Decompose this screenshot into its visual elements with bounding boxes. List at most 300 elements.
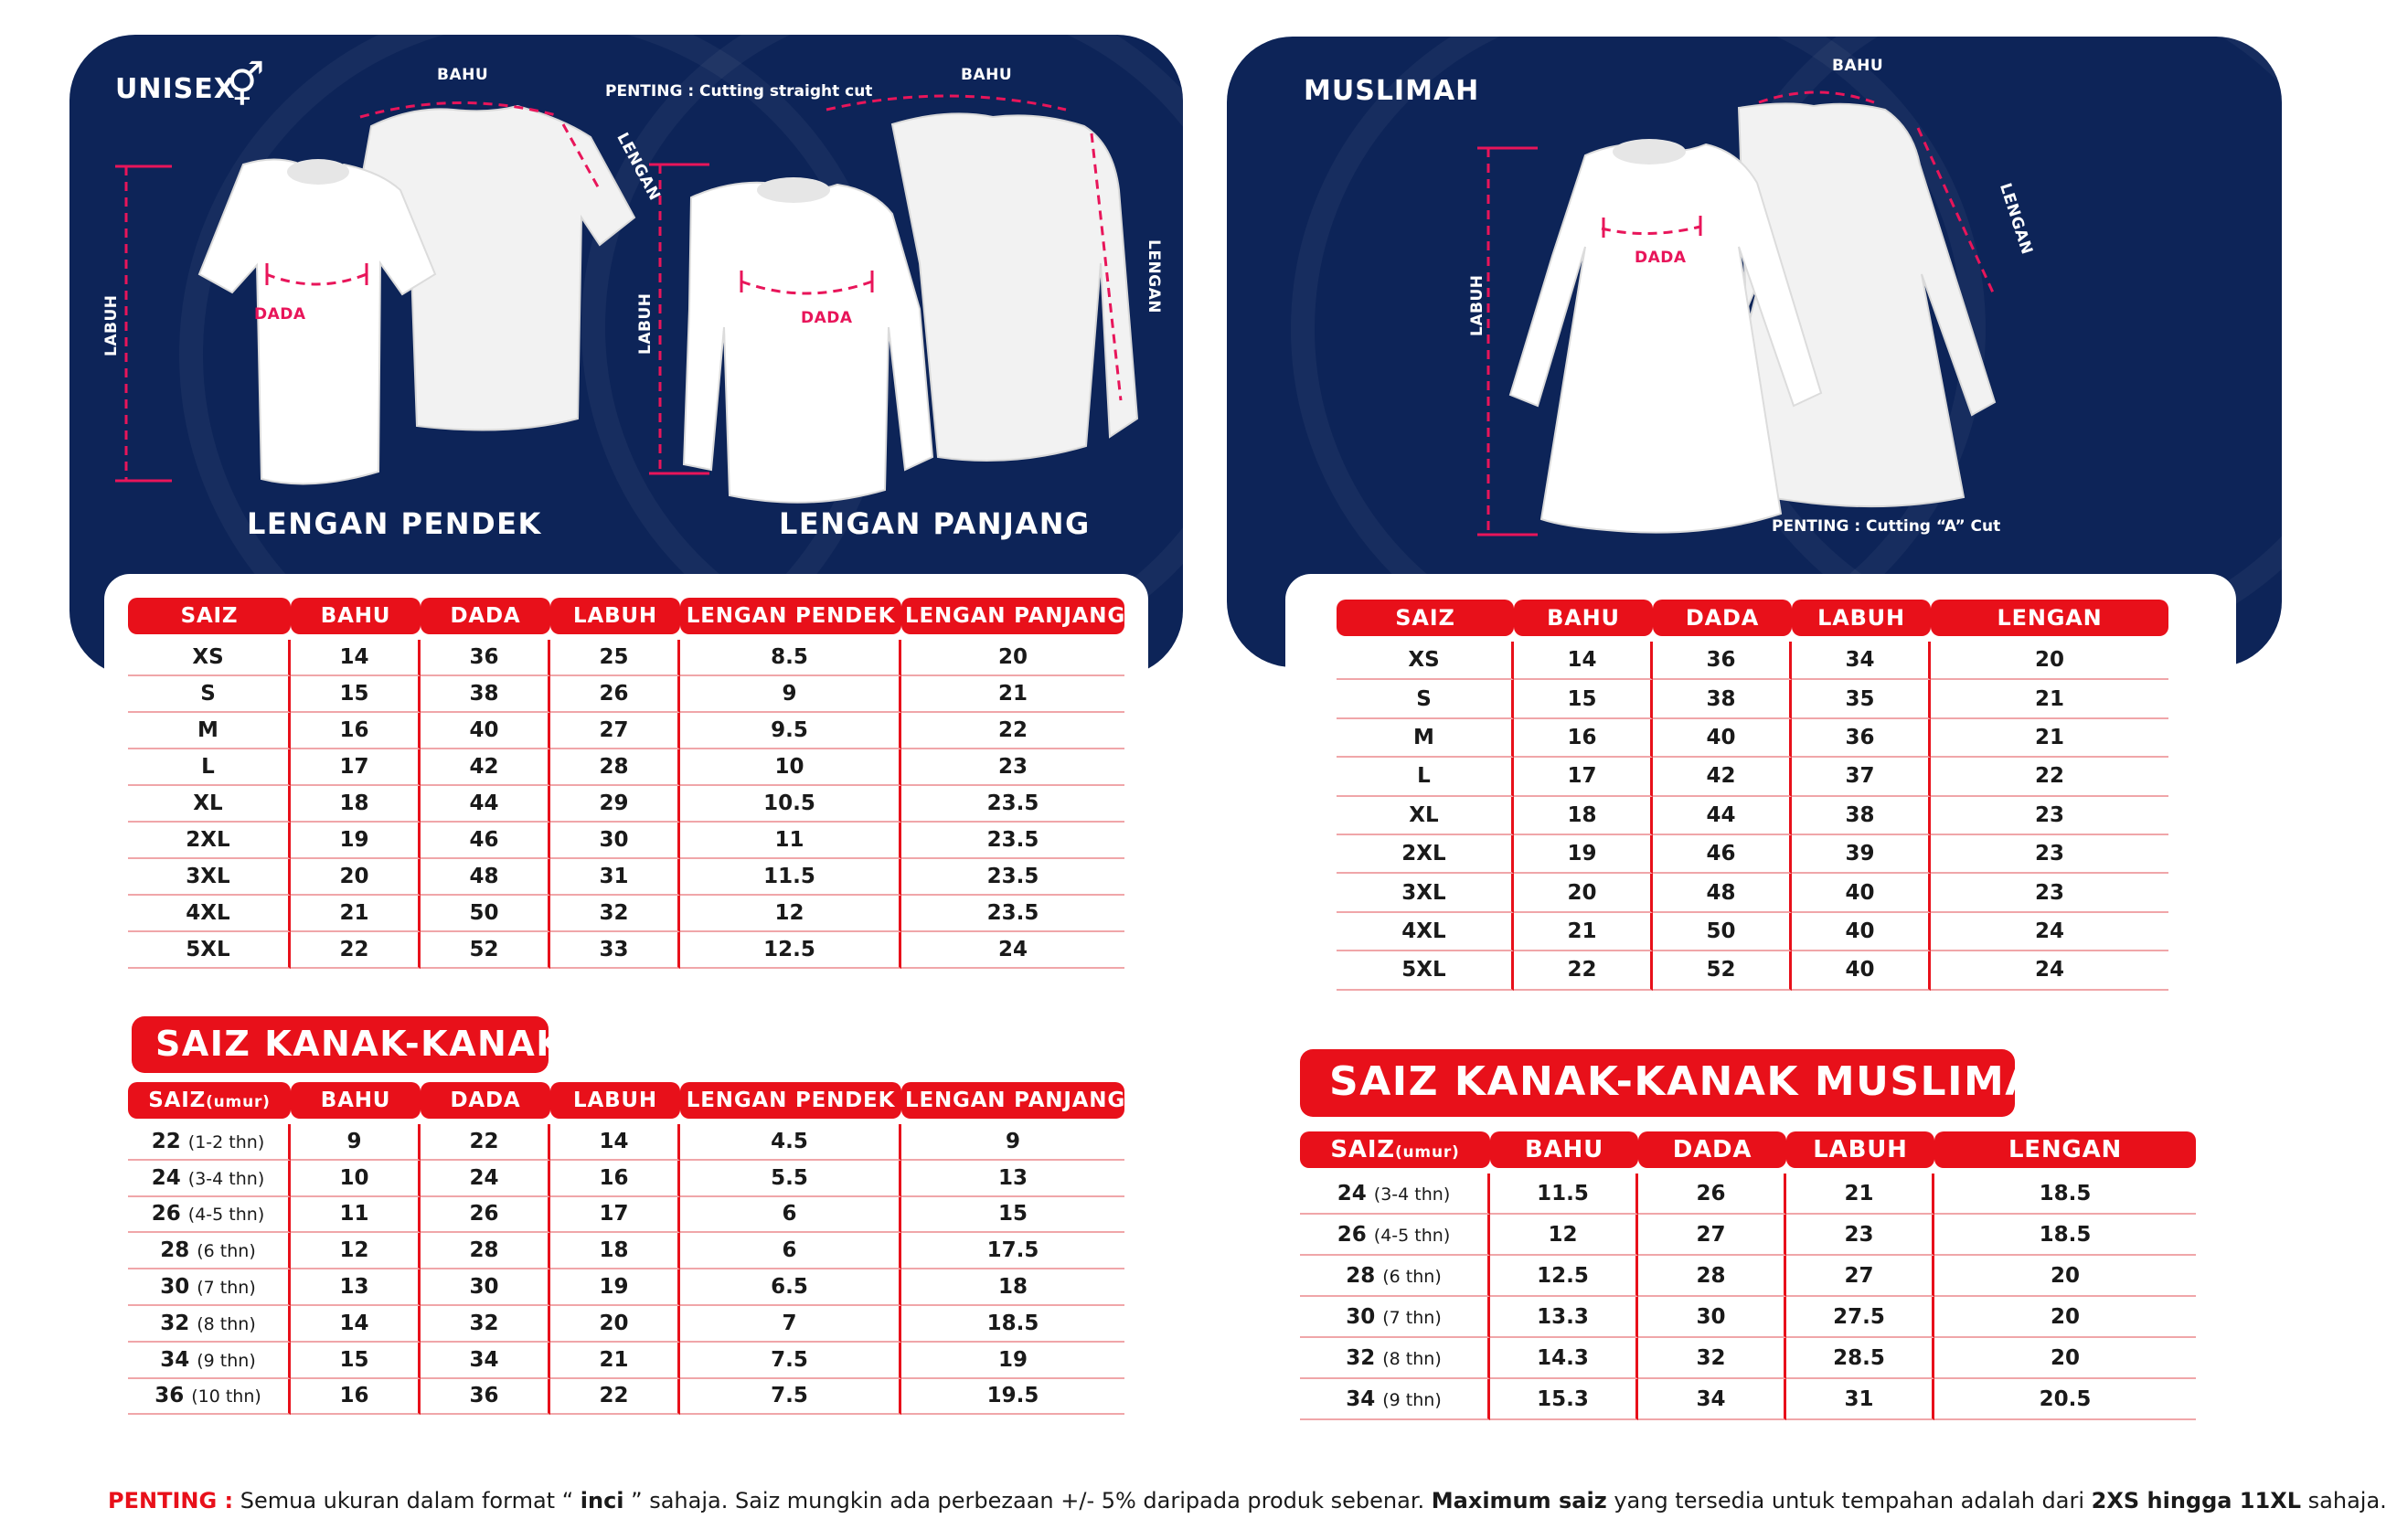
size-cell: [128, 1269, 291, 1306]
measure-cell: 28.5: [1786, 1338, 1934, 1379]
measure-cell: 36: [421, 1379, 550, 1416]
measure-cell: 9: [291, 1124, 421, 1161]
column-header-label: [294, 604, 417, 628]
caption-lengan-panjang: LENGAN PANJANG: [779, 506, 1091, 541]
table-header-row: [1337, 600, 2168, 636]
bahu-label-long: BAHU: [961, 66, 1013, 84]
measure-cell: 24: [1931, 913, 2168, 951]
column-header-text: SAIZ: [148, 1089, 207, 1112]
age-value: (3-4 thn): [187, 1168, 265, 1189]
measure-cell: 18.5: [1934, 1215, 2196, 1256]
measure-cell: 27: [550, 713, 680, 749]
size-value: 34: [160, 1347, 190, 1372]
age-value: (8 thn): [197, 1313, 256, 1334]
table-header-row: [128, 1082, 1124, 1119]
column-header-label: [1642, 1136, 1783, 1163]
measure-cell: 40: [1653, 719, 1792, 758]
measure-cell: 20: [291, 859, 421, 896]
measure-cell: 24: [901, 932, 1124, 969]
size-cell: [128, 1124, 291, 1161]
measure-cell: 38: [1792, 797, 1931, 835]
measure-cell: 23: [1931, 835, 2168, 874]
footer-note: [108, 1488, 2387, 1513]
measure-cell: 35: [1792, 680, 1931, 718]
table-row: [128, 1379, 1124, 1416]
measure-cell: 6.5: [680, 1269, 901, 1306]
age-value: (9 thn): [197, 1350, 256, 1371]
measure-cell: 22: [1514, 951, 1653, 990]
column-header-label: [1518, 605, 1649, 631]
size-value: 34: [1346, 1386, 1376, 1411]
measure-cell: 31: [550, 859, 680, 896]
size-cell: [1300, 1338, 1490, 1379]
measure-cell: 19: [291, 823, 421, 859]
measure-cell: 5.5: [680, 1161, 901, 1197]
age-value: (7 thn): [197, 1278, 256, 1299]
footer-text: yang tersedia untuk tempahan adalah dari: [1606, 1488, 2092, 1513]
measure-cell: 36: [1653, 642, 1792, 680]
measure-cell: 33: [550, 932, 680, 969]
column-header-label: [905, 1089, 1126, 1112]
measure-cell: 19: [1514, 835, 1653, 874]
measure-cell: 34: [421, 1343, 550, 1379]
size-cell: M: [1337, 719, 1514, 758]
measure-cell: 22: [901, 713, 1124, 749]
column-header-text: LABUH: [573, 1089, 657, 1112]
size-cell: XL: [128, 786, 291, 823]
measure-cell: 10: [291, 1161, 421, 1197]
column-header-label: [424, 1089, 547, 1112]
measure-cell: 19: [901, 1343, 1124, 1379]
table-row: [128, 1124, 1124, 1161]
measure-cell: 23.5: [901, 823, 1124, 859]
footer-inci: inci: [580, 1488, 624, 1513]
column-header-label: [424, 604, 547, 628]
measure-cell: 22: [1931, 758, 2168, 796]
column-header-text: SAIZ: [1395, 605, 1455, 631]
measure-cell: 12: [1490, 1215, 1638, 1256]
cutting-note-muslimah: PENTING : Cutting “A” Cut: [1772, 517, 2001, 536]
size-value: 26: [151, 1202, 181, 1227]
column-header-text: LENGAN: [1997, 605, 2103, 631]
size-cell: [128, 1161, 291, 1197]
measure-cell: 21: [291, 896, 421, 932]
size-cell: 3XL: [1337, 874, 1514, 912]
unisex-size-table: [128, 598, 1124, 969]
size-cell: S: [1337, 680, 1514, 718]
footer-range: 2XS hingga 11XL: [2091, 1488, 2302, 1513]
table-row: [128, 932, 1124, 969]
measure-cell: 10: [680, 749, 901, 786]
measure-cell: 9: [901, 1124, 1124, 1161]
measure-cell: 7: [680, 1306, 901, 1343]
table-row: [1300, 1379, 2196, 1420]
measure-cell: 27.5: [1786, 1297, 1934, 1338]
table-row: [128, 896, 1124, 932]
table-row: [128, 859, 1124, 896]
size-value: 22: [151, 1129, 181, 1153]
measure-cell: 9.5: [680, 713, 901, 749]
footer-text: sahaja.: [2301, 1488, 2387, 1513]
dada-label-muslimah: DADA: [1635, 249, 1687, 267]
measure-cell: 40: [421, 713, 550, 749]
column-header-label: [684, 604, 898, 628]
measure-cell: 52: [421, 932, 550, 969]
column-header-text: LABUH: [1817, 605, 1905, 631]
size-cell: [128, 1197, 291, 1234]
column-header: [901, 1082, 1124, 1119]
column-header-text: SAIZ: [1330, 1136, 1395, 1163]
measure-cell: 36: [1792, 719, 1931, 758]
age-value: (4-5 thn): [187, 1205, 265, 1226]
column-header: [128, 598, 291, 634]
labuh-label-muslimah: LABUH: [1468, 274, 1486, 336]
column-header: [1514, 600, 1653, 636]
size-cell: [128, 1343, 291, 1379]
measure-cell: 7.5: [680, 1343, 901, 1379]
male-female-icon: ⚥: [227, 60, 265, 110]
measure-cell: 44: [421, 786, 550, 823]
umur-label: (umur): [1394, 1143, 1460, 1162]
measure-cell: 18.5: [901, 1306, 1124, 1343]
column-header-label: [1790, 1136, 1931, 1163]
column-header: [1653, 600, 1792, 636]
table-row: [1300, 1215, 2196, 1256]
measure-cell: 21: [1514, 913, 1653, 951]
column-header-text: LENGAN PENDEK: [686, 604, 896, 628]
lengan-label: LENGAN: [613, 130, 665, 204]
measure-cell: 17: [550, 1197, 680, 1234]
measure-cell: 30: [550, 823, 680, 859]
measure-cell: 13.3: [1490, 1297, 1638, 1338]
size-cell: [1300, 1297, 1490, 1338]
measure-cell: 6: [680, 1233, 901, 1269]
table-row: [1337, 835, 2168, 874]
age-value: (6 thn): [197, 1241, 256, 1262]
measure-cell: 26: [550, 676, 680, 713]
measure-cell: 8.5: [680, 640, 901, 676]
table-row: [1300, 1338, 2196, 1379]
measure-cell: 14: [550, 1124, 680, 1161]
measure-cell: 18: [291, 786, 421, 823]
table-row: [1337, 797, 2168, 835]
measure-cell: 21: [550, 1343, 680, 1379]
column-header: [680, 598, 901, 634]
column-header-text: LENGAN PANJANG: [905, 1089, 1126, 1112]
size-value: 24: [151, 1165, 181, 1190]
measure-cell: 22: [550, 1379, 680, 1416]
measure-cell: 4.5: [680, 1124, 901, 1161]
measure-cell: 46: [421, 823, 550, 859]
measure-cell: 14: [291, 640, 421, 676]
column-header-text: DADA: [450, 604, 521, 628]
measure-cell: 17.5: [901, 1233, 1124, 1269]
measure-cell: 30: [1638, 1297, 1786, 1338]
size-value: 30: [160, 1275, 190, 1300]
column-header-text: DADA: [450, 1089, 521, 1112]
measure-cell: 22: [421, 1124, 550, 1161]
measure-cell: 48: [1653, 874, 1792, 912]
measure-cell: 40: [1792, 913, 1931, 951]
measure-cell: 37: [1792, 758, 1931, 796]
table-row: [128, 713, 1124, 749]
column-header: [1638, 1131, 1786, 1168]
size-value: 26: [1337, 1222, 1367, 1247]
age-value: (9 thn): [1382, 1389, 1442, 1410]
column-header-text: DADA: [1672, 1136, 1752, 1163]
size-cell: XS: [1337, 642, 1514, 680]
column-header-label: [1795, 605, 1927, 631]
measure-cell: 24: [1931, 951, 2168, 990]
size-value: 36: [154, 1384, 185, 1408]
measure-cell: 20: [1934, 1256, 2196, 1297]
measure-cell: 23.5: [901, 859, 1124, 896]
column-header-text: BAHU: [1547, 605, 1620, 631]
column-header: [550, 1082, 680, 1119]
column-header-label: [132, 1089, 287, 1112]
table-row: [128, 1161, 1124, 1197]
table-row: [128, 1269, 1124, 1306]
measure-cell: 23: [1931, 874, 2168, 912]
measure-cell: 21: [1931, 719, 2168, 758]
measure-cell: 18: [1514, 797, 1653, 835]
kids-size-table: [128, 1082, 1124, 1415]
measure-cell: 34: [1638, 1379, 1786, 1420]
column-header-label: [905, 604, 1126, 628]
column-header-text: LENGAN PENDEK: [686, 1089, 896, 1112]
measure-cell: 16: [550, 1161, 680, 1197]
kids-muslimah-banner: SAIZ KANAK-KANAK MUSLIMAH: [1300, 1049, 2015, 1117]
measure-cell: 7.5: [680, 1379, 901, 1416]
measure-cell: 14: [1514, 642, 1653, 680]
column-header: [291, 1082, 421, 1119]
column-header-text: LABUH: [1813, 1136, 1908, 1163]
measure-cell: 19: [550, 1269, 680, 1306]
caption-lengan-pendek: LENGAN PENDEK: [247, 506, 542, 541]
measure-cell: 6: [680, 1197, 901, 1234]
column-header-label: [132, 604, 287, 628]
table-row: [1337, 758, 2168, 796]
measure-cell: 17: [1514, 758, 1653, 796]
size-cell: [128, 1379, 291, 1416]
table-row: [1300, 1256, 2196, 1297]
labuh-label-long: LABUH: [636, 292, 655, 355]
measure-cell: 19.5: [901, 1379, 1124, 1416]
table-row: [128, 1306, 1124, 1343]
column-header-text: BAHU: [320, 1089, 391, 1112]
measure-cell: 23: [1786, 1215, 1934, 1256]
measure-cell: 20: [1931, 642, 2168, 680]
measure-cell: 40: [1792, 874, 1931, 912]
column-header-text: LENGAN: [2008, 1136, 2123, 1163]
size-cell: 3XL: [128, 859, 291, 896]
size-cell: XL: [1337, 797, 1514, 835]
measure-cell: 23.5: [901, 786, 1124, 823]
size-cell: 5XL: [128, 932, 291, 969]
measure-cell: 15.3: [1490, 1379, 1638, 1420]
column-header-text: SAIZ: [180, 604, 239, 628]
age-value: (6 thn): [1382, 1266, 1442, 1287]
size-cell: M: [128, 713, 291, 749]
muslimah-panel: [1227, 37, 2282, 667]
column-header: [1337, 600, 1514, 636]
measure-cell: 28: [1638, 1256, 1786, 1297]
column-header: [901, 598, 1124, 634]
measure-cell: 11: [680, 823, 901, 859]
measure-cell: 46: [1653, 835, 1792, 874]
size-cell: [128, 1306, 291, 1343]
size-cell: [1300, 1379, 1490, 1420]
column-header: [1490, 1131, 1638, 1168]
muslimah-size-table: [1337, 600, 2168, 991]
measure-cell: 39: [1792, 835, 1931, 874]
column-header-label: [1938, 1136, 2192, 1163]
kids-muslimah-size-table: [1300, 1131, 2196, 1420]
measure-cell: 31: [1786, 1379, 1934, 1420]
column-header-text: BAHU: [1524, 1136, 1603, 1163]
size-value: 28: [1346, 1263, 1376, 1288]
column-header-text: DADA: [1685, 605, 1760, 631]
column-header: [680, 1082, 901, 1119]
table-row: [128, 823, 1124, 859]
measure-cell: 50: [1653, 913, 1792, 951]
measure-cell: 14: [291, 1306, 421, 1343]
measure-cell: 11.5: [680, 859, 901, 896]
bahu-label: BAHU: [437, 66, 489, 84]
muslimah-garment-illustrations: [1227, 37, 2282, 667]
measure-cell: 12: [680, 896, 901, 932]
size-cell: [128, 1233, 291, 1269]
measure-cell: 12: [291, 1233, 421, 1269]
measure-cell: 15: [291, 676, 421, 713]
footer-max: Maximum saiz: [1431, 1488, 1607, 1513]
measure-cell: 24: [421, 1161, 550, 1197]
measure-cell: 11: [291, 1197, 421, 1234]
size-cell: 2XL: [128, 823, 291, 859]
kids-banner: SAIZ KANAK-KANAK: [132, 1016, 549, 1073]
size-cell: 5XL: [1337, 951, 1514, 990]
measure-cell: 12.5: [1490, 1256, 1638, 1297]
table-row: [1337, 680, 2168, 718]
column-header: [1300, 1131, 1490, 1168]
size-cell: L: [1337, 758, 1514, 796]
column-header-text: LABUH: [573, 604, 657, 628]
lengan-label-muslimah: LENGAN: [1995, 181, 2037, 258]
measure-cell: 17: [291, 749, 421, 786]
measure-cell: 28: [550, 749, 680, 786]
column-header: [421, 1082, 550, 1119]
age-value: (7 thn): [1382, 1307, 1442, 1328]
dada-label: DADA: [254, 305, 306, 324]
column-header-label: [294, 1089, 417, 1112]
column-header-label: [684, 1089, 898, 1112]
table-row: [128, 1343, 1124, 1379]
dada-label-long: DADA: [801, 309, 853, 327]
measure-cell: 9: [680, 676, 901, 713]
table-row: [128, 640, 1124, 676]
measure-cell: 10.5: [680, 786, 901, 823]
measure-cell: 13: [291, 1269, 421, 1306]
table-header-row: [128, 598, 1124, 634]
measure-cell: 20: [1514, 874, 1653, 912]
table-row: [1337, 719, 2168, 758]
bahu-label-muslimah: BAHU: [1832, 57, 1884, 75]
measure-cell: 38: [421, 676, 550, 713]
column-header: [1931, 600, 2168, 636]
measure-cell: 18.5: [1934, 1174, 2196, 1215]
measure-cell: 15: [1514, 680, 1653, 718]
column-header: [421, 598, 550, 634]
measure-cell: 32: [1638, 1338, 1786, 1379]
size-cell: S: [128, 676, 291, 713]
size-cell: L: [128, 749, 291, 786]
measure-cell: 13: [901, 1161, 1124, 1197]
table-row: [1300, 1174, 2196, 1215]
age-value: (3-4 thn): [1373, 1184, 1451, 1205]
measure-cell: 28: [421, 1233, 550, 1269]
measure-cell: 22: [291, 932, 421, 969]
measure-cell: 23: [1931, 797, 2168, 835]
measure-cell: 16: [291, 1379, 421, 1416]
measure-cell: 21: [1786, 1174, 1934, 1215]
column-header: [1792, 600, 1931, 636]
column-header-label: [1494, 1136, 1635, 1163]
muslimah-title: MUSLIMAH: [1304, 75, 1480, 107]
labuh-label: LABUH: [102, 294, 121, 356]
size-cell: [1300, 1256, 1490, 1297]
size-cell: 2XL: [1337, 835, 1514, 874]
measure-cell: 23: [901, 749, 1124, 786]
size-cell: [1300, 1215, 1490, 1256]
size-value: 30: [1346, 1304, 1376, 1329]
measure-cell: 32: [550, 896, 680, 932]
umur-label: (umur): [206, 1093, 271, 1111]
cutting-note: PENTING : Cutting straight cut: [605, 82, 873, 101]
footer-penting: PENTING :: [108, 1488, 234, 1513]
column-header-label: [554, 1089, 676, 1112]
measure-cell: 20: [1934, 1338, 2196, 1379]
measure-cell: 38: [1653, 680, 1792, 718]
measure-cell: 26: [421, 1197, 550, 1234]
measure-cell: 44: [1653, 797, 1792, 835]
age-value: (1-2 thn): [187, 1131, 265, 1152]
unisex-title: UNISEX: [115, 73, 236, 105]
measure-cell: 32: [421, 1306, 550, 1343]
column-header-label: [1340, 605, 1510, 631]
size-value: 32: [1346, 1345, 1376, 1370]
measure-cell: 15: [291, 1343, 421, 1379]
size-value: 32: [160, 1311, 190, 1335]
table-row: [1300, 1297, 2196, 1338]
measure-cell: 29: [550, 786, 680, 823]
size-cell: 4XL: [1337, 913, 1514, 951]
measure-cell: 48: [421, 859, 550, 896]
measure-cell: 23.5: [901, 896, 1124, 932]
measure-cell: 18: [550, 1233, 680, 1269]
table-row: [1337, 951, 2168, 990]
column-header-label: [1304, 1136, 1486, 1163]
table-row: [1337, 874, 2168, 912]
table-row: [1337, 913, 2168, 951]
measure-cell: 52: [1653, 951, 1792, 990]
column-header-label: [1934, 605, 2165, 631]
measure-cell: 50: [421, 896, 550, 932]
column-header: [1934, 1131, 2196, 1168]
size-value: 24: [1337, 1181, 1367, 1205]
column-header: [1786, 1131, 1934, 1168]
column-header-text: LENGAN PANJANG: [905, 604, 1126, 628]
age-value: (10 thn): [191, 1386, 261, 1407]
